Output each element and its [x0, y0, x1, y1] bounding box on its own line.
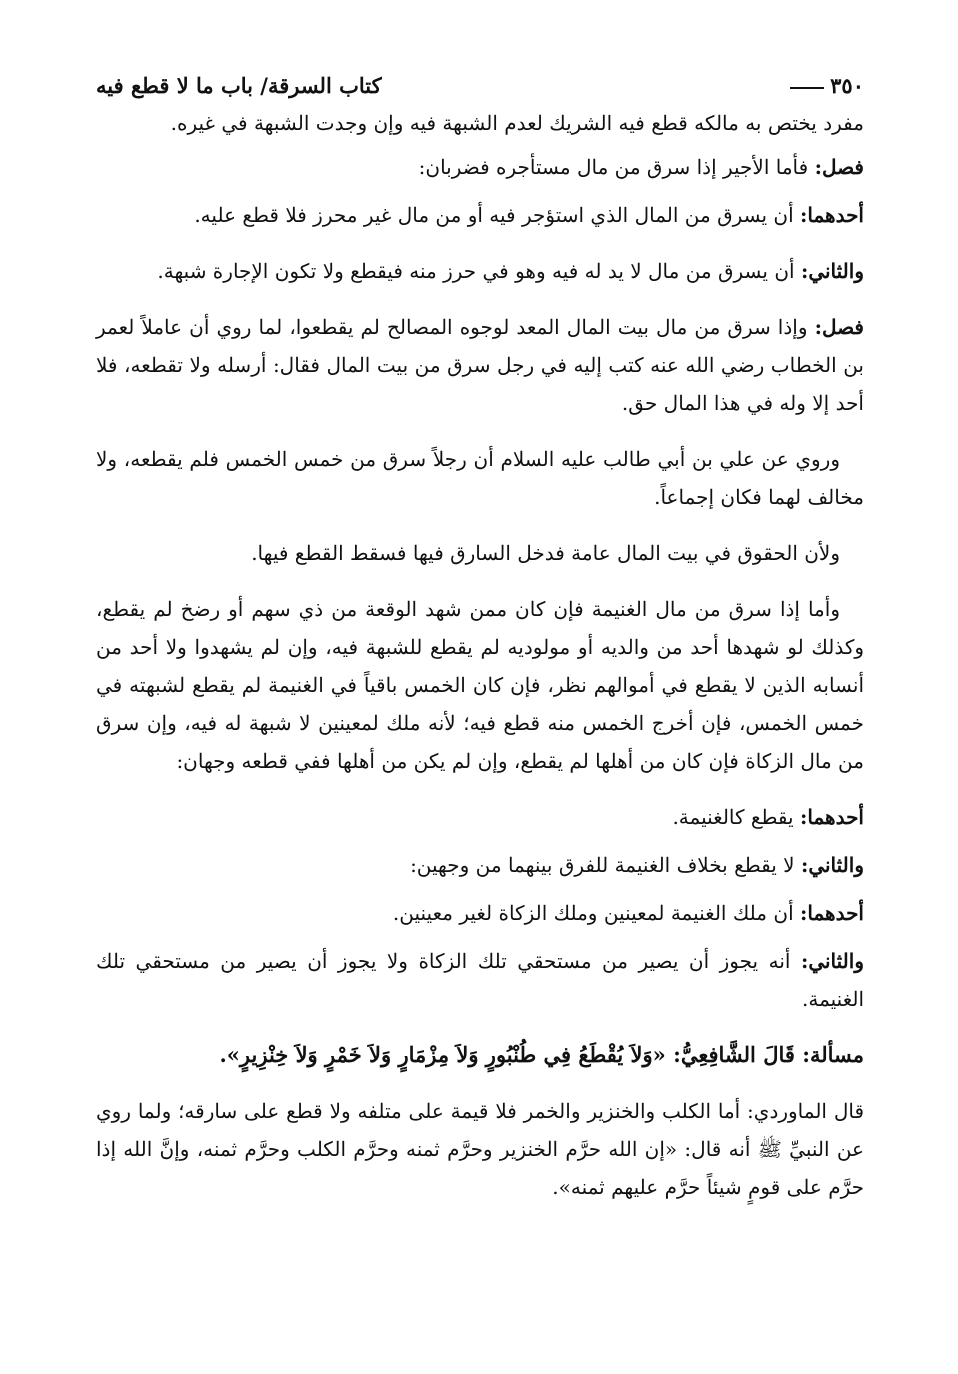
section-label: مسألة: قَالَ الشَّافِعِيُّ:	[673, 1042, 864, 1067]
paragraph: والثاني: لا يقطع بخلاف الغنيمة للفرق بينهما من وجهين:	[410, 853, 864, 877]
header-rule	[790, 87, 824, 89]
paragraph: وروي عن علي بن أبي طالب عليه السلام أن رجلاً سرق من خمس الخمس فلم يقطعه، ولا مخالف لهما فكان إجماعاً.	[96, 447, 864, 509]
paragraph: مفرد يختص به مالكه قطع فيه الشريك لعدم الشبهة فيه وإن وجدت الشبهة في غيره.	[170, 111, 864, 135]
paragraph: أحدهما: أن ملك الغنيمة لمعينين وملك الزكاة لغير معينين.	[392, 901, 864, 925]
paragraph: فصل: فأما الأجير إذا سرق من مال مستأجره فضربان:	[418, 155, 864, 179]
book-page	[96, 58, 864, 1224]
paragraph: أحدهما: يقطع كالغنيمة.	[672, 805, 864, 829]
page-body	[96, 104, 864, 1206]
section-label: فصل:	[814, 155, 864, 179]
paragraph: أحدهما: أن يسرق من المال الذي استؤجر فيه أو من مال غير محرز فلا قطع عليه.	[194, 203, 864, 227]
running-header	[96, 58, 864, 98]
paragraph: فصل: وإذا سرق من مال بيت المال المعد لوجوه المصالح لم يقطعوا، لما روي أن عاملاً لعمر بن الخطاب رضي الله عنه كتب إليه في رجل سرق من بيت المال فقال: أرسله ولا تقطعه، فلا أحد إلا وله في هذا المال حق.	[96, 315, 864, 415]
paragraph: قال الماوردي: أما الكلب والخنزير والخمر فلا قيمة على متلفه ولا قطع على سارقه؛ ولما روي عن النبيِّ ﷺ أنه قال: «إن الله حرَّم الخنزير وحرَّم ثمنه وحرَّم الكلب وحرَّم ثمنه، وإنَّ الله إذا حرَّم على قومٍ شيئاً حرَّم عليهم ثمنه».	[96, 1099, 864, 1199]
section-label: أحدهما:	[799, 901, 864, 925]
paragraph: والثاني: أن يسرق من مال لا يد له فيه وهو في حرز منه فيقطع ولا تكون الإجارة شبهة.	[157, 259, 864, 283]
page-number: ٣٥٠	[830, 73, 864, 98]
paragraph: وأما إذا سرق من مال الغنيمة فإن كان ممن شهد الوقعة من ذي سهم أو رضخ لم يقطع، وكذلك لو شهدها أحد من والديه أو مولوديه لم يقطع للشبهة فيه، وإن لم يشهدوا ولا أحد من أنسابه الذين لا يقطع في أموالهم نظر، فإن كان الخمس باقياً في الغنيمة لم يقطع لشبهته في خمس الخمس، فإن أخرج الخمس منه قطع فيه؛ لأنه ملك لمعينين لا شبهة له فيه، وإن سرق من مال الزكاة فإن كان من أهلها لم يقطع، وإن لم يكن من أهلها ففي قطعه وجهان:	[96, 597, 864, 773]
section-label: فصل:	[814, 315, 864, 339]
running-title: كتاب السرقة/ باب ما لا قطع فيه	[96, 73, 382, 98]
paragraph: ولأن الحقوق في بيت المال عامة فدخل السارق فيها فسقط القطع فيها.	[251, 541, 840, 565]
paragraph: مسألة: قَالَ الشَّافِعِيُّ: «وَلاَ يُقْطَعُ فِي طُنْبُورٍ وَلاَ مِزْمَارٍ وَلاَ خَمْرٍ وَلاَ خِنْزِيرٍ».	[219, 1042, 864, 1067]
section-label: والثاني:	[800, 949, 864, 973]
section-label: أحدهما:	[799, 203, 864, 227]
paragraph: والثاني: أنه يجوز أن يصير من مستحقي تلك الزكاة ولا يجوز أن يصير من مستحقي تلك الغنيمة.	[96, 949, 864, 1011]
page-number-block	[790, 73, 864, 98]
section-label: والثاني:	[800, 853, 864, 877]
section-label: والثاني:	[800, 259, 864, 283]
section-label: أحدهما:	[799, 805, 864, 829]
